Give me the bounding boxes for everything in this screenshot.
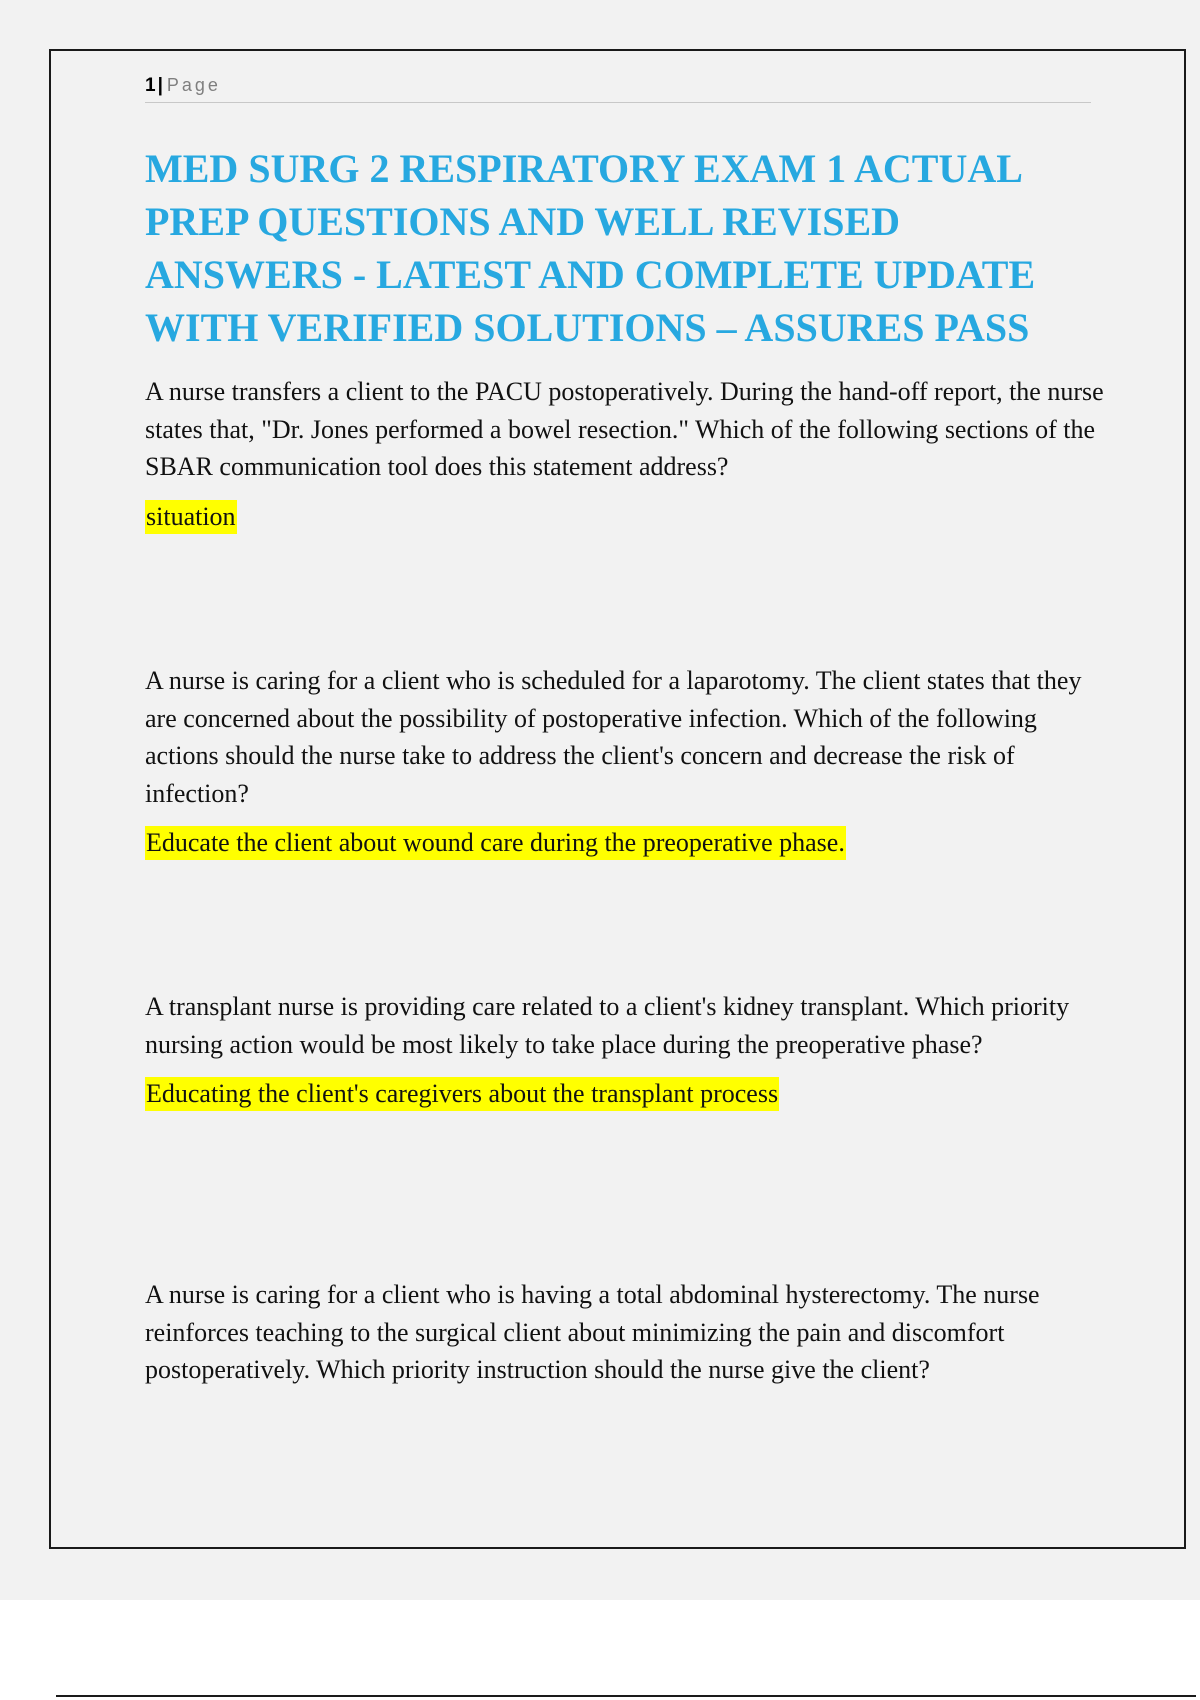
next-page-top-rule	[56, 1695, 1196, 1697]
page-header-separator: |	[157, 75, 163, 96]
question-block-1	[145, 373, 1105, 534]
question-text: A nurse transfers a client to the PACU postoperatively. During the hand-off report, the nurse states that, "Dr. Jones performed a bowel resection." Which of the following sections of the SBAR communication tool does this statement address?	[145, 377, 1104, 481]
highlighted-answer: Educating the client's caregivers about the transplant process	[145, 1077, 779, 1111]
question-block-2	[145, 662, 1105, 860]
document-title: MED SURG 2 RESPIRATORY EXAM 1 ACTUAL PREP QUESTIONS AND WELL REVISED ANSWERS - LATEST AND COMPLETE UPDATE WITH VERIFIED SOLUTIONS – ASSURES PASS	[145, 146, 1036, 350]
highlighted-answer: situation	[145, 500, 237, 534]
page-word: Page	[166, 75, 221, 95]
question-text: A nurse is caring for a client who is having a total abdominal hysterectomy. The nurse reinforces teaching to the surgical client about minimizing the pain and discomfort postoperatively. Which priority instruction should the nurse give the client?	[145, 1280, 1040, 1384]
highlighted-answer: Educate the client about wound care during the preoperative phase.	[145, 826, 846, 860]
page-header	[145, 70, 1091, 103]
question-block-3	[145, 988, 1105, 1111]
page-number: 1	[145, 75, 156, 96]
question-text: A transplant nurse is providing care related to a client's kidney transplant. Which priority nursing action would be most likely to take place during the preoperative phase?	[145, 992, 1070, 1059]
question-block-4	[145, 1276, 1105, 1389]
question-text: A nurse is caring for a client who is scheduled for a laparotomy. The client states that they are concerned about the possibility of postoperative infection. Which of the following actions should the nurse take to address the client's concern and decrease the risk of infection?	[145, 666, 1082, 808]
